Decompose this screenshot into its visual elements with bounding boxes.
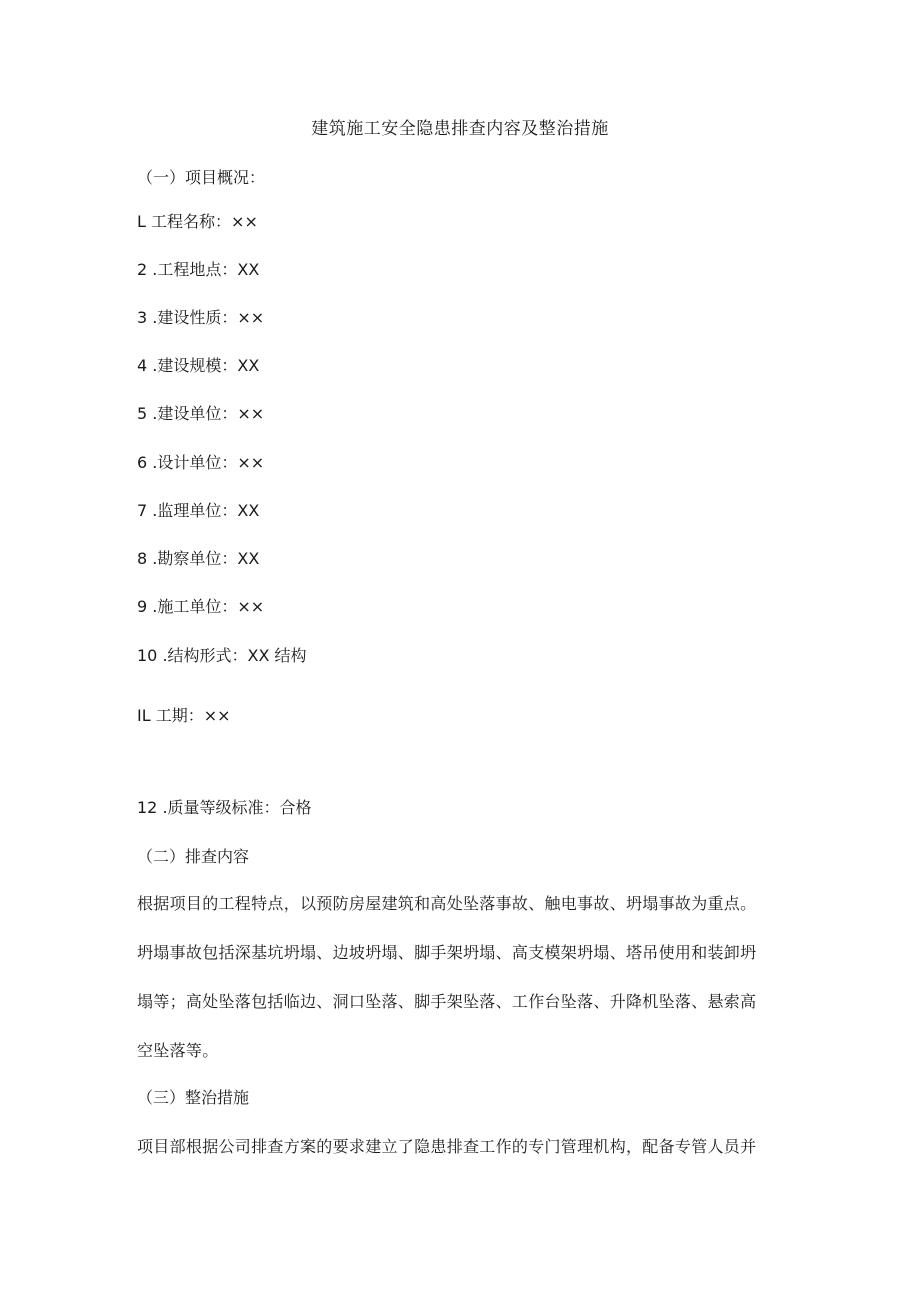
item-value: XX xyxy=(237,260,260,279)
item-number: 9 xyxy=(137,597,148,616)
item-label: 施工单位： xyxy=(157,597,238,616)
item-label: 监理单位： xyxy=(157,501,238,520)
list-item xyxy=(137,450,264,473)
item-label: 工期： xyxy=(155,706,204,725)
list-item xyxy=(137,594,264,617)
item-number: 4 xyxy=(137,356,148,375)
item-value: XX xyxy=(237,501,260,520)
item-number: 7 xyxy=(137,501,148,520)
item-separator: . xyxy=(157,798,168,817)
item-value: ×× xyxy=(237,597,265,616)
item-number: 6 xyxy=(137,453,148,472)
list-item xyxy=(137,257,259,280)
paragraph-line: 空坠落等。 xyxy=(137,1041,219,1060)
section-heading-inspection: （二）排查内容 xyxy=(137,847,250,866)
item-separator: . xyxy=(147,356,158,375)
item-number: 3 xyxy=(137,308,148,327)
document-title: 建筑施工安全隐患排查内容及整治措施 xyxy=(311,119,609,139)
list-item xyxy=(137,498,259,521)
item-value: ×× xyxy=(203,706,231,725)
section-heading-measures: （三）整治措施 xyxy=(137,1088,250,1107)
item-value: ×× xyxy=(237,308,265,327)
item-value: ×× xyxy=(237,404,265,423)
item-separator: . xyxy=(147,308,158,327)
item-separator: . xyxy=(147,501,158,520)
item-label: 工程名称： xyxy=(151,212,232,231)
paragraph-line: 项目部根据公司排查方案的要求建立了隐患排查工作的专门管理机构，配备专管人员并 xyxy=(137,1137,757,1156)
item-number: 2 xyxy=(137,260,148,279)
item-value: ×× xyxy=(237,453,265,472)
item-number: L xyxy=(137,212,146,231)
item-label: 建设性质： xyxy=(157,308,238,327)
item-separator: . xyxy=(147,549,158,568)
list-item xyxy=(137,353,259,376)
item-number: 8 xyxy=(137,549,148,568)
list-item xyxy=(137,795,312,818)
item-value: XX xyxy=(237,356,260,375)
item-label: 工程地点： xyxy=(157,260,238,279)
item-number: 12 xyxy=(137,798,158,817)
item-separator: . xyxy=(147,404,158,423)
list-item xyxy=(137,401,264,424)
list-item xyxy=(137,703,231,726)
list-item xyxy=(137,546,259,569)
item-label: 设计单位： xyxy=(157,453,238,472)
item-value: XX 结构 xyxy=(247,646,307,665)
item-value: 合格 xyxy=(279,798,312,817)
item-label: 建设单位： xyxy=(157,404,238,423)
list-item xyxy=(137,305,264,328)
item-separator: . xyxy=(157,646,168,665)
paragraph-line: 坍塌事故包括深基坑坍塌、边坡坍塌、脚手架坍塌、高支模架坍塌、塔吊使用和装卸坍 xyxy=(137,943,757,962)
item-label: 质量等级标准： xyxy=(167,798,280,817)
section-heading-overview: （一）项目概况： xyxy=(137,168,266,187)
paragraph-line: 塌等；高处坠落包括临边、洞口坠落、脚手架坠落、工作台坠落、升降机坠落、悬索高 xyxy=(137,992,757,1011)
item-label: 建设规模： xyxy=(157,356,238,375)
item-label: 结构形式： xyxy=(167,646,248,665)
list-item xyxy=(137,643,307,666)
item-number: 5 xyxy=(137,404,148,423)
item-separator: . xyxy=(147,260,158,279)
item-label: 勘察单位： xyxy=(157,549,238,568)
item-separator: . xyxy=(147,597,158,616)
paragraph-line: 根据项目的工程特点，以预防房屋建筑和高处坠落事故、触电事故、坍塌事故为重点。 xyxy=(137,894,757,913)
item-value: XX xyxy=(237,549,260,568)
list-item xyxy=(137,209,258,232)
item-separator: . xyxy=(147,453,158,472)
item-number: 10 xyxy=(137,646,158,665)
item-value: ×× xyxy=(231,212,258,231)
item-number: IL xyxy=(137,706,151,725)
